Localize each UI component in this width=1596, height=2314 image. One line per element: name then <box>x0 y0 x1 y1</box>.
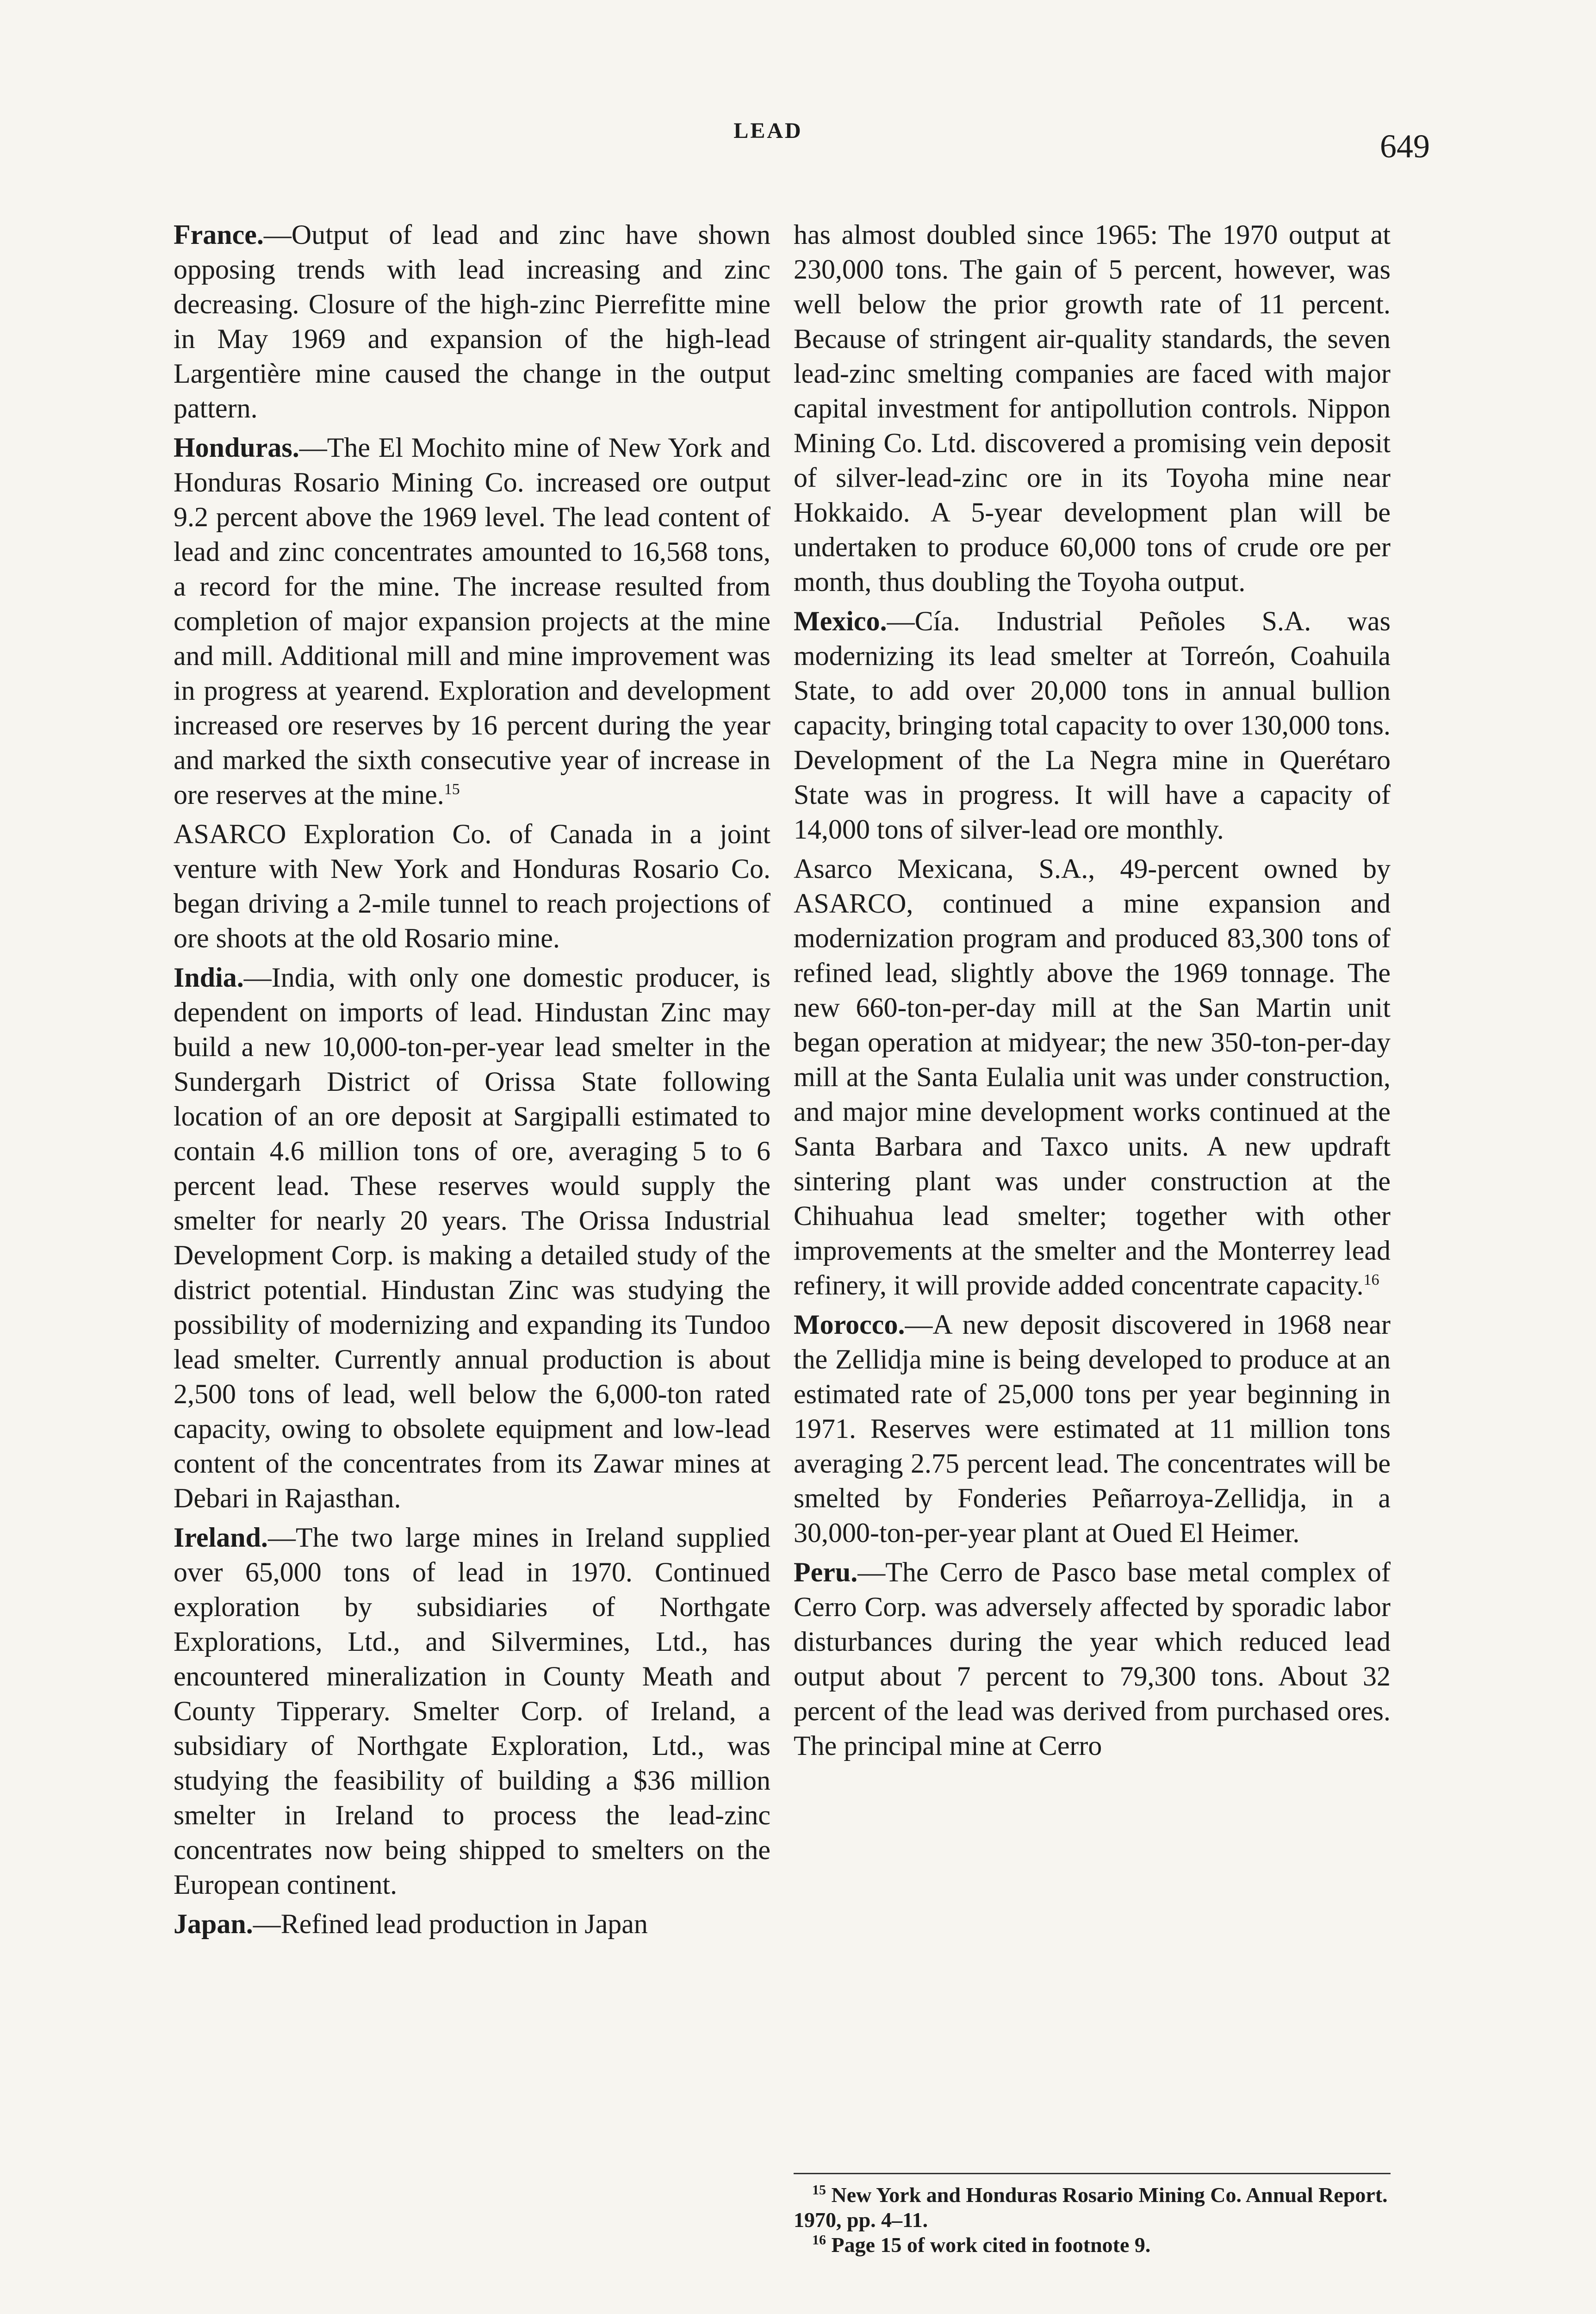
heading-france: France. <box>174 219 264 250</box>
paragraph-japan <box>174 1907 770 1941</box>
paragraph-asarco-mexicana <box>794 852 1391 1303</box>
footnote-ref-16[interactable]: 16 <box>1363 1271 1379 1288</box>
footnote-15 <box>794 2183 1391 2233</box>
text-japan-continued: has almost doubled since 1965: The 1970 output at 230,000 tons. The gain of 5 percent, however, was well below the prior growth rate of 11 percent. Because of stringent air-quality standards, the seven lead-zinc smelting companies are faced with major capital investment for antipollution controls. Nippon Mining Co. Ltd. discovered a promising vein deposit of silver-lead-zinc ore in its Toyoha mine near Hokkaido. A 5-year development plan will be undertaken to produce 60,000 tons of crude ore per month, thus doubling the Toyoha output. <box>794 219 1391 597</box>
footnote-16 <box>794 2233 1391 2258</box>
paragraph-morocco <box>794 1307 1391 1550</box>
paragraph-ireland <box>174 1520 770 1902</box>
heading-peru: Peru. <box>794 1557 858 1587</box>
text-asarco-mexicana: Asarco Mexicana, S.A., 49-percent owned by ASARCO, continued a mine expansion and modernization program and produced 83,300 tons of refined lead, slightly above the 1969 tonnage. The new 660-ton-per-day mill at the San Martin unit began operation at midyear; the new 350-ton-per-day mill at the Santa Eulalia unit was under construction, and major mine development works continued at the Santa Barbara and Taxco units. A new updraft sintering plant was under construction at the Chihuahua lead smelter; together with other improvements at the smelter and the Monterrey lead refinery, it will provide added concentrate capacity. <box>794 853 1391 1300</box>
text-mexico: —Cía. Industrial Peñoles S.A. was modernizing its lead smelter at Torreón, Coahuila State, to add over 20,000 tons in annual bullion capacity, bringing total capacity to over 130,000 tons. Development of the La Negra mine in Querétaro State was in progress. It will have a capacity of 14,000 tons of silver-lead ore monthly. <box>794 606 1391 845</box>
heading-morocco: Morocco. <box>794 1309 905 1340</box>
text-honduras: —The El Mochito mine of New York and Honduras Rosario Mining Co. increased ore output 9.2 percent above the 1969 level. The lead content of lead and zinc concentrates amounted to 16,568 tons, a record for the mine. The increase resulted from completion of major expansion projects at the mine and mill. Additional mill and mine improvement was in progress at yearend. Exploration and development increased ore reserves by 16 percent during the year and marked the sixth consecutive year of increase in ore reserves at the mine. <box>174 432 770 810</box>
right-column <box>794 218 1391 1768</box>
paragraph-mexico <box>794 604 1391 847</box>
text-japan: —Refined lead production in Japan <box>253 1909 648 1939</box>
footnote-number: 16 <box>812 2232 826 2248</box>
footnote-ref-15[interactable]: 15 <box>444 781 460 798</box>
footnote-number: 15 <box>812 2182 826 2198</box>
paragraph-india <box>174 960 770 1516</box>
page-header <box>0 118 1596 165</box>
footnotes <box>794 2173 1391 2258</box>
text-france: —Output of lead and zinc have shown opposing trends with lead increasing and zinc decreasing. Closure of the high-zinc Pierrefitte mine in May 1969 and expansion of the high-lead Largentière mine caused the change in the output pattern. <box>174 219 770 423</box>
heading-ireland: Ireland. <box>174 1522 268 1553</box>
heading-india: India. <box>174 962 244 993</box>
page-number: 649 <box>1380 128 1430 165</box>
heading-japan: Japan. <box>174 1909 253 1939</box>
running-head: LEAD <box>733 118 803 143</box>
text-ireland: —The two large mines in Ireland supplied over 65,000 tons of lead in 1970. Continued exploration by subsidiaries of Northgate Explorations, Ltd., and Silvermines, Ltd., has encountered mineralization in County Meath and County Tipperary. Smelter Corp. of Ireland, a subsidiary of Northgate Exploration, Ltd., was studying the feasibility of building a $36 million smelter in Ireland to process the lead-zinc concentrates now being shipped to smelters on the European continent. <box>174 1522 770 1900</box>
heading-mexico: Mexico. <box>794 606 887 636</box>
footnote-text: Page 15 of work cited in footnote 9. <box>831 2233 1151 2257</box>
text-asarco-canada: ASARCO Exploration Co. of Canada in a joint venture with New York and Honduras Rosario Co. began driving a 2-mile tunnel to reach projections of ore shoots at the old Rosario mine. <box>174 819 770 953</box>
paragraph-japan-continued <box>794 218 1391 599</box>
footnote-text: New York and Honduras Rosario Mining Co. Annual Report. 1970, pp. 4–11. <box>794 2183 1388 2232</box>
paragraph-asarco-canada <box>174 817 770 956</box>
text-peru: —The Cerro de Pasco base metal complex of Cerro Corp. was adversely affected by sporadic labor disturbances during the year which reduced lead output about 7 percent to 79,300 tons. About 32 percent of the lead was derived from purchased ores. The principal mine at Cerro <box>794 1557 1391 1761</box>
left-column <box>174 218 770 1946</box>
heading-honduras: Honduras. <box>174 432 299 463</box>
paragraph-honduras <box>174 430 770 812</box>
text-india: —India, with only one domestic producer, is dependent on imports of lead. Hindustan Zinc may build a new 10,000-ton-per-year lead smelter in the Sundergarh District of Orissa State following location of an ore deposit at Sargipalli estimated to contain 4.6 million tons of ore, averaging 5 to 6 percent lead. These reserves would supply the smelter for nearly 20 years. The Orissa Industrial Development Corp. is making a detailed study of the district potential. Hindustan Zinc was studying the possibility of modernizing and expanding its Tundoo lead smelter. Currently annual production is about 2,500 tons of lead, well below the 6,000-ton rated capacity, owing to obsolete equipment and low-lead content of the concentrates from its Zawar mines at Debari in Rajasthan. <box>174 962 770 1513</box>
text-morocco: —A new deposit discovered in 1968 near the Zellidja mine is being developed to produce at an estimated rate of 25,000 tons per year beginning in 1971. Reserves were estimated at 11 million tons averaging 2.75 percent lead. The concentrates will be smelted by Fonderies Peñarroya-Zellidja, in a 30,000-ton-per-year plant at Oued El Heimer. <box>794 1309 1391 1548</box>
paragraph-peru <box>794 1555 1391 1763</box>
paragraph-france <box>174 218 770 426</box>
